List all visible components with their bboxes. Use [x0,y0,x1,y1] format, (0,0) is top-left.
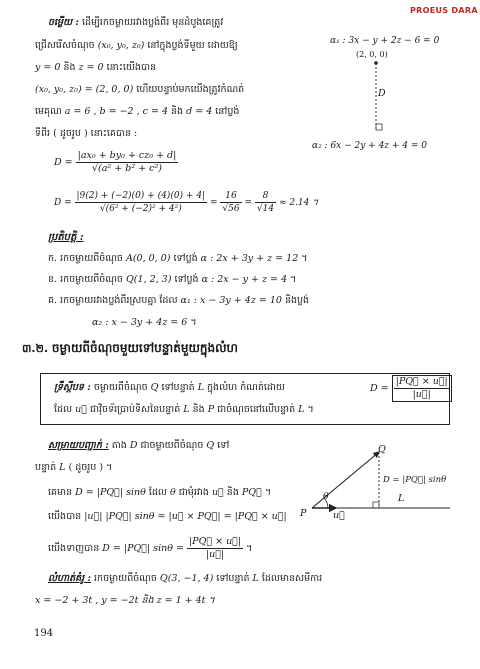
theorem-end: ។ [307,404,314,415]
proof-Q: Q [206,440,215,451]
exercise-2-text: រកចម្ងាយពីចំណុច [60,274,123,285]
theorem-text-2e: និង [192,404,205,415]
section-number: ៣.២. [22,342,49,355]
answer-text-5e: នៅប្លង់ [215,106,240,117]
exercise-3-to: និងប្លង់ [284,295,310,306]
formula-2-eq1: = [209,198,218,208]
right-angle-mark [376,124,382,130]
proof-L: L [59,462,66,473]
example-L: L [252,573,259,584]
exercise-1-end: ។ [301,253,308,264]
answer-line-3 [35,62,156,74]
proof-line-5 [48,536,252,561]
exercise-3-mark: គ. [48,295,58,306]
exercise-2-mark: ខ. [48,274,58,285]
proof-D: D [129,440,138,451]
planes-figure-graphic [362,58,392,138]
right-angle-mark-2 [373,502,379,508]
proof-line-4 [48,511,287,523]
answer-line-4 [35,84,244,96]
formula-2-n3: 8 [255,190,276,203]
exercise-2-plane: α : 2x − y + z = 4 [201,274,288,285]
theorem-formula-fraction [392,375,452,402]
formula-2-numerator: |9(2) + (−2)(0) + (4)(0) + 4| [76,191,206,201]
theorem-P: P [207,404,215,415]
theorem-L2: L [183,404,190,415]
formula-2-eq2: = [244,198,252,208]
proof-text-2c: ( ដូចរូប ) ។ [68,462,113,473]
formula-2 [54,190,318,215]
exercise-3-plane1: α₁ : x − 3y + 4z = 10 [180,295,282,306]
answer-line-2 [35,40,238,52]
formula-2-lhs: D = [54,198,72,208]
theorem-line-2 [54,404,314,416]
exercise-1-text: រកចម្ងាយពីចំណុច [60,253,123,264]
formula-1-denominator: √(a² + b² + c²) [92,163,162,174]
exercise-item-2 [48,274,296,286]
theorem-L: L [197,382,204,393]
exercise-1-point: A(0, 0, 0) [125,253,171,264]
theorem-formula-denominator: |u⃗| [412,389,431,400]
formula-1-numerator: |ax₀ + by₀ + cz₀ + d| [77,150,177,161]
proof-heading: សម្រាយបញ្ជាក់ : [48,440,109,451]
formula-2-fraction-c [255,190,276,215]
answer-text-2a: ជ្រើសរើសចំណុច [35,40,95,51]
formula-2-fraction-a [75,190,208,215]
example-to: ទៅបន្ទាត់ [216,573,250,584]
answer-text-5a: មេគុណ [35,106,62,117]
triangle-u-label: u⃗ [333,510,345,521]
theorem-u: u⃗ [75,404,87,415]
example-line-2: x = −2 + 3t , y = −2t និង z = 1 + 4t ។ [35,595,215,606]
proof-line-2 [35,462,112,474]
answer-math-3a: y = 0 [35,62,61,73]
proof-text-4a: យើងបាន [48,511,82,522]
example-line-1 [48,573,322,585]
theorem-formula [370,375,452,402]
theorem-text-3: ក្នុងលំហ កំណត់ដោយ [207,382,285,393]
theorem-formula-lhs: D = [370,383,389,394]
exercise-3-text: រកចម្ងាយរវាងប្លង់ពីរស្របគ្នា ដែល [60,295,178,306]
exercise-3-end: ។ [190,317,197,328]
answer-math-5d: d = 4 [186,106,213,117]
proof-line-1 [48,440,229,452]
exercise-1-plane: α : 2x + 3y + z = 12 [200,253,299,264]
proof-text-3a: គេមាន [48,487,73,498]
proof-math-3b: D = |PQ⃗| sinθ [75,487,146,498]
example-point: Q(3, −1, 4) [159,573,214,584]
answer-line-5 [35,106,239,118]
example-rest: ដែលមានសមីការ [261,573,323,584]
answer-text-4b: ហើយបន្ទាប់មកយើងត្រូវកំណត់ [136,84,245,95]
exercise-2-end: ។ [290,274,297,285]
proof-text-5a: យើងទាញបាន [48,543,100,554]
answer-text-3b: និង [63,62,76,73]
proof-math-5b: D = |PQ⃗| sinθ = [102,543,184,554]
triangle-Q-label: Q [378,444,386,455]
exercise-3-plane2: α₂ : x − 3y + 4z = 6 [92,317,188,328]
proof-final-numerator: |PQ⃗ × u⃗| [188,536,242,547]
proof-text-3c: ដែល [148,487,167,498]
formula-2-end: ។ [312,198,319,208]
proof-end-5: ។ [246,543,253,554]
brand-watermark: PROEUS DARA [410,6,478,15]
answer-heading: ចម្លើយ : [48,17,79,28]
alpha2-equation: α₂ : 6x − 2y + 4z + 4 = 0 [312,141,428,151]
answer-text-1: ដើម្បីរកចម្ងាយរវាងប្លង់ពីរ មុនដំបូងគេត្រូវ [81,17,224,28]
example-heading: លំហាត់គំរូ : [48,573,91,584]
answer-line-6: ទីពីរ ( ដូចរូប ) នោះគេបាន : [35,128,138,139]
triangle-P-label: P [300,508,307,519]
theorem-text-2: ទៅបន្ទាត់ [161,382,195,393]
theorem-text-1: ចម្ងាយពីចំណុច [93,382,148,393]
theorem-L3: L [298,404,305,415]
proof-theta: θ [169,487,176,498]
exercise-1-mark: ក. [48,253,58,264]
point-label: (2, 0, 0) [356,50,388,59]
answer-math-4a: (x₀, y₀, z₀) = (2, 0, 0) [35,84,134,95]
theorem-Q: Q [150,382,159,393]
proof-u: u⃗ [211,487,224,498]
exercises-heading: ប្រតិបត្តិ : [48,232,84,243]
proof-text-2a: បន្ទាត់ [35,462,57,473]
formula-2-denominator: √(6² + (−2)² + 4²) [99,204,182,214]
proof-final-denominator: |u⃗| [205,549,225,560]
proof-text-1c: ជាចម្ងាយពីចំណុច [140,440,204,451]
formula-1 [54,150,178,175]
theorem-line-1 [54,382,285,394]
exercise-1-to: ទៅប្លង់ [173,253,198,264]
theorem-formula-numerator: |PQ⃗ × u⃗| [395,376,448,387]
formula-2-result: ≈ 2.14 [278,198,310,208]
proof-line-3 [48,487,271,499]
theorem-heading: ទ្រឹស្តីបទ : [54,382,91,393]
theorem-text-2a: ដែល [54,404,73,415]
formula-2-d3: √14 [256,204,275,214]
answer-text-5c: និង [171,106,184,117]
theorem-text-2c: ជាវ៉ិចទ័រប្រាប់ទិសនៃបន្ទាត់ [89,404,181,415]
proof-text-1a: តាង [111,440,127,451]
section-heading [22,340,238,358]
proof-text-3g: និង [226,487,239,498]
proof-text-1e: ទៅ [217,440,230,451]
answer-math-2b: (x₀, y₀, z₀) [97,40,145,51]
answer-text-2c: នៅក្នុងប្លង់ទីមួយ ដោយឱ្យ [147,40,238,51]
triangle-L-label: L [398,493,405,504]
triangle-theta-label: θ [323,491,329,502]
exercise-item-3 [48,295,309,307]
formula-1-fraction [76,150,179,175]
answer-math-5b: a = 6 , b = −2 , c = 4 [64,106,168,117]
formula-2-fraction-b [220,190,241,215]
formula-1-lhs: D = [54,157,73,168]
answer-text-3d: នោះយើងបាន [106,62,157,73]
proof-text-3e: ជាមុំរវាង [178,487,209,498]
proof-end-3: ។ [264,487,272,498]
theorem-text-2g: ជាចំណុចនៅលើបន្ទាត់ [217,404,296,415]
formula-2-d2: √56 [222,204,240,214]
alpha1-equation: α₁ : 3x − y + 2z − 6 = 0 [330,36,440,46]
section-title: ចម្ងាយពីចំណុចមួយទៅបន្ទាត់មួយក្នុងលំហ [51,341,238,355]
answer-math-3c: z = 0 [78,62,104,73]
exercise-item-3-line2 [92,317,197,329]
proof-PQ: PQ⃗ [241,487,262,498]
formula-2-n2: 16 [220,190,241,203]
page-number: 194 [34,628,54,639]
exercise-2-to: ទៅប្លង់ [174,274,199,285]
example-text: រកចម្ងាយពីចំណុច [94,573,157,584]
triangle-d-label: D = |PQ⃗| sinθ [383,475,447,485]
proof-final-fraction [187,536,243,561]
planes-d-label: D [378,88,386,99]
exercise-item-1 [48,253,308,265]
exercise-2-point: Q(1, 2, 3) [125,274,172,285]
answer-line-1 [48,17,223,29]
proof-math-4b: |u⃗| |PQ⃗| sinθ = |u⃗ × PQ⃗| = |PQ⃗ × u⃗| [84,511,287,522]
